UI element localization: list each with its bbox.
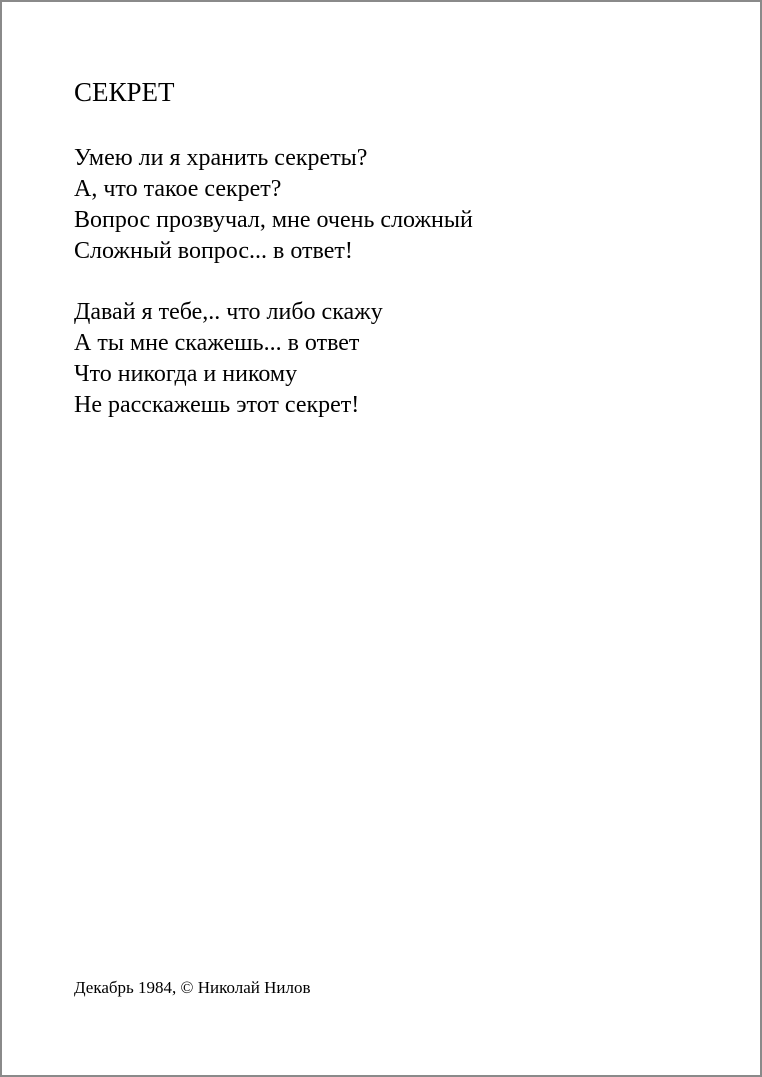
poem-line: Давай я тебе,.. что либо скажу <box>74 299 383 325</box>
poem-line: Умею ли я хранить секреты? <box>74 145 368 171</box>
stanza-1 <box>74 143 473 267</box>
poem-line: Не расскажешь этот секрет! <box>74 392 360 418</box>
poem-line: Вопрос прозвучал, мне очень сложный <box>74 207 473 233</box>
poem-line: Сложный вопрос... в ответ! <box>74 238 353 264</box>
poem-line: А, что такое секрет? <box>74 176 282 202</box>
stanza-2 <box>74 297 383 421</box>
poem-title: СЕКРЕТ <box>74 77 175 107</box>
poem-line: Что никогда и никому <box>74 361 298 387</box>
footer-signature: Декабрь 1984, © Николай Нилов <box>74 978 311 997</box>
poem-line: А ты мне скажешь... в ответ <box>74 330 360 356</box>
